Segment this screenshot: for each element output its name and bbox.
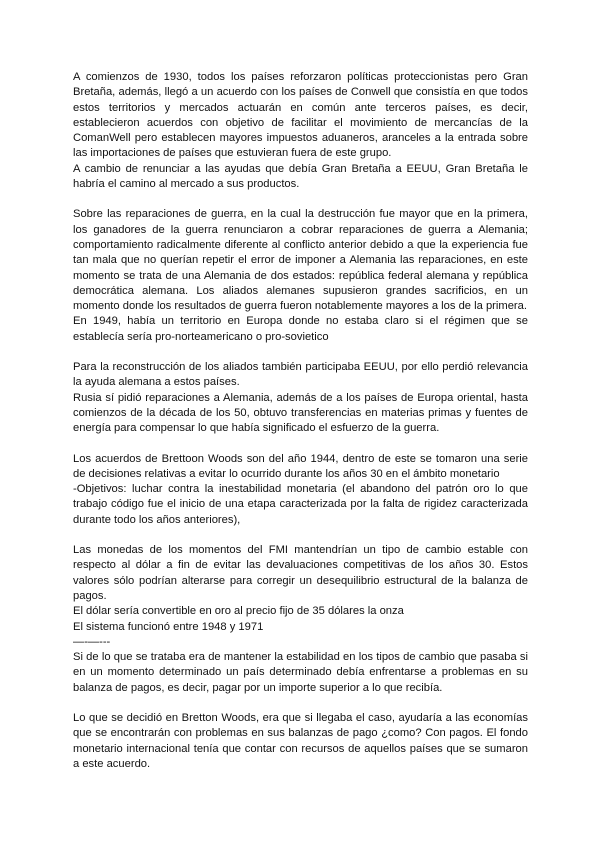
separator-line: —-—--- — [73, 635, 111, 648]
text-line: A comienzos de 1930, todos los países reforzaron políticas proteccionistas pero Gran Bretaña, además, llegó a un acuerdo con los países de Conwell que consistía en que todos estos territorios y mercados actuarán en común ante terceros países, es decir, establecieron acuerdos con objetivo de facilitar el movimiento de mercancías de la ComanWell pero establecen mayores impuestos aduaneros, aranceles a la entrada sobre las importaciones de países que estuvieran fuera de este grupo. — [73, 71, 528, 160]
text-line: Las monedas de los momentos del FMI mantendrían un tipo de cambio estable con respecto al dólar a fin de evitar las devaluaciones competitivas de los años 30. Estos valores sólo podrían alterarse para corregir un desequilibrio estructural de la balanza de pagos. — [73, 544, 528, 602]
text-line: Para la reconstrucción de los aliados también participaba EEUU, por ello perdió relevancia la ayuda alemana a estos países. — [73, 361, 528, 389]
text-line: Sobre las reparaciones de guerra, en la cual la destrucción fue mayor que en la primera, los ganadores de la guerra renunciaron a cobrar reparaciones de guerra a Alemania; comportamiento radicalmente diferente al conflicto anterior debido a que la experiencia fue tan mala que no querían repetir el error de imponer a Alemania las reparaciones, en este momento se trata de una Alemania de dos estados: república federal alemana y república democrática alemana. Los aliados alemanes supusieron grandes sacrificios, en un momento donde los resultados de guerra fueron notablemente mayores a los de la primera. — [73, 208, 528, 313]
paragraph-fmi — [73, 543, 528, 696]
paragraph-reparaciones — [73, 207, 528, 345]
paragraph-reconstruccion — [73, 360, 528, 436]
paragraph-bretton-woods — [73, 452, 528, 528]
paragraph-gran-bretana — [73, 70, 528, 192]
paragraph-fondo-monetario — [73, 711, 528, 772]
text-line: El sistema funcionó entre 1948 y 1971 — [73, 620, 264, 633]
text-line: Los acuerdos de Brettoon Woods son del año 1944, dentro de este se tomaron una serie de decisiones relativas a evitar lo ocurrido durante los años 30 en el ámbito monetario — [73, 452, 528, 480]
text-line: En 1949, había un territorio en Europa donde no estaba claro si el régimen que se establecía sería pro-norteamericano o pro-sovietico — [73, 315, 528, 343]
text-line: El dólar sería convertible en oro al precio fijo de 35 dólares la onza — [73, 605, 404, 618]
text-line: Si de lo que se trataba era de mantener la estabilidad en los tipos de cambio que pasaba si en un momento determinado un país determinado debía enfrentarse a problemas en su balanza de pagos, es decir, pagar por un importe superior a lo que recibía. — [73, 651, 528, 694]
text-line: -Objetivos: luchar contra la inestabilidad monetaria (el abandono del patrón oro lo que trabajo código fue el inicio de una etapa caracterizada por la falta de rigidez caracterizada durante todo los años anteriores), — [73, 483, 528, 526]
document-page — [73, 70, 528, 772]
text-line: Rusia sí pidió reparaciones a Alemania, además de a los países de Europa oriental, hasta comienzos de la década de los 50, obtuvo transferencias en materias primas y fuentes de energía para compensar lo que había significado el esfuerzo de la guerra. — [73, 391, 528, 435]
text-line: A cambio de renunciar a las ayudas que debía Gran Bretaña a EEUU, Gran Bretaña le habría el camino al mercado a sus productos. — [73, 162, 528, 191]
text-line: Lo que se decidió en Bretton Woods, era que si llegaba el caso, ayudaría a las economías que se encontrarán con problemas en sus balanzas de pago ¿como? Con pagos. El fondo monetario internacional tenía que contar con recursos de aquellos países que se sumaron a este acuerdo. — [73, 711, 528, 770]
